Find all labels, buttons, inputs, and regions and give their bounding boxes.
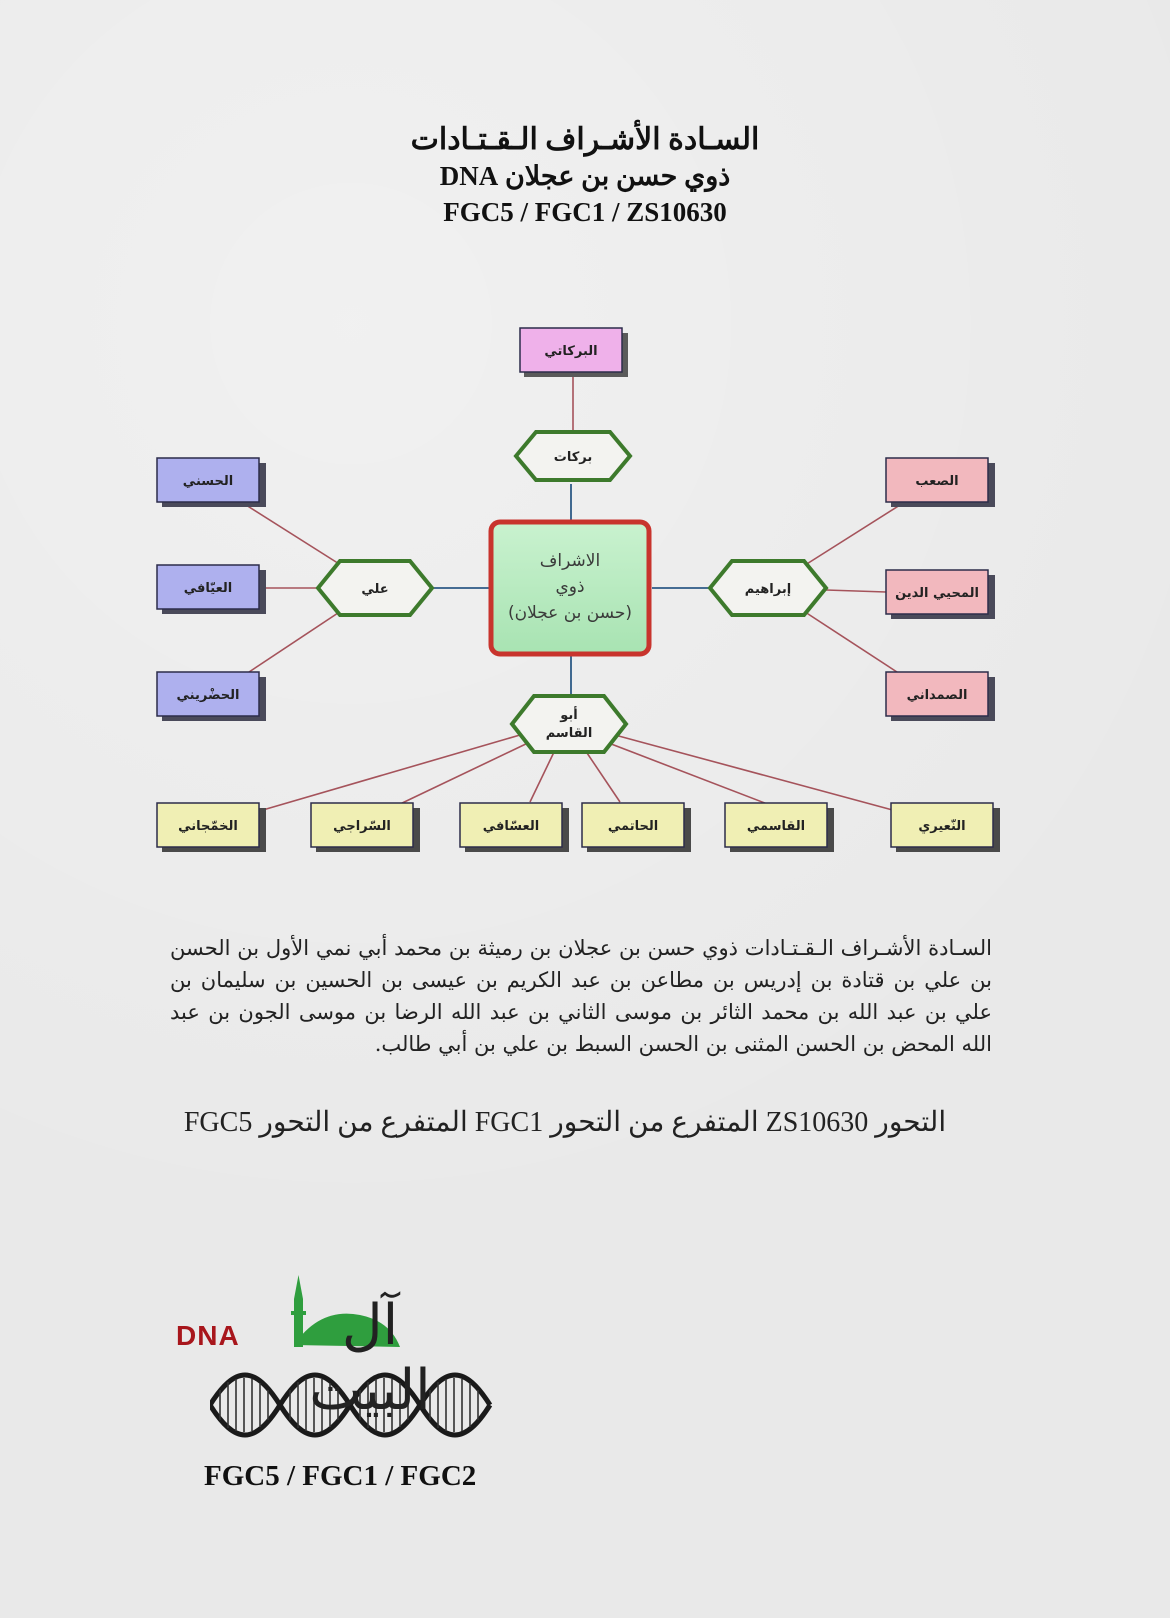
center-box [491,522,649,654]
hex-top-label: بركات [553,450,593,465]
leaf-bottom-2-label: السّراجي [333,819,391,834]
lineage-paragraph: السـادة الأشـراف الـقـتـادات ذوي حسن بن عجلان بن رميثة بن محمد أبي نمي الأول بن الحسن بن علي بن قتادة بن إدريس بن مطاعن بن عبد الكريم بن عيسى بن الحسين بن سليمان بن علي بن عبد الله بن محمد الثائر بن موسى الثاني بن عبد الله الرضا بن موسى الجون بن عبد الله المحض بن الحسن المثنى بن الحسن السبط بن علي بن أبي طالب. [170,936,992,1056]
hex-node-bottom [512,696,626,752]
leaf-right-3-label: الصمداني [906,688,968,703]
leaf-right-2-label: المحيي الدين [895,586,979,601]
leaf-left-1 [157,458,266,507]
hex-right-label: إبراهيم [744,582,792,597]
page-title: السـادة الأشـراف الـقـتـادات [410,123,760,156]
leaf-bottom-3-label: العسّافي [482,819,540,834]
logo-arabic-name: آل البيت [309,1293,431,1423]
page-subtitle: ذوي حسن بن عجلان DNA [439,161,731,191]
hex-node-top [516,432,630,480]
center-line1: الاشراف [539,551,601,571]
leaf-bottom-6-label: النّعيري [918,819,966,834]
leaf-right-3 [886,672,995,721]
leaf-bottom-5-label: القاسمي [746,819,806,834]
leaf-bottom-6 [891,803,1000,852]
hex-node-right [710,561,826,615]
logo-dna-word: DNA [176,1320,240,1351]
logo-arabic-mark [280,1275,460,1423]
leaf-top-label: البركاتي [544,344,598,359]
leaf-right-1-label: الصعب [915,474,959,489]
logo [170,1245,530,1495]
leaf-bottom-4-label: الحاتمي [607,819,659,834]
hex-left-label: علي [361,582,389,597]
logo-caption: FGC5 / FGC1 / FGC2 [204,1460,477,1492]
mutation-line: التحور ZS10630 المتفرع من التحور FGC1 المتفرع من التحور FGC5 [183,1107,947,1138]
header-mutations: FGC5 / FGC1 / ZS10630 [443,197,727,227]
leaf-bottom-1 [157,803,266,852]
leaf-bottom-4 [582,803,691,852]
leaf-bottom-1-label: الخمّجاني [178,819,238,834]
leaf-left-3 [157,672,266,721]
leaf-left-2 [157,565,266,614]
leaf-left-3-label: الحضْريني [176,688,240,703]
leaf-right-2 [886,570,995,619]
hex-bottom-label-1: أبو [560,708,578,723]
leaf-right-1 [886,458,995,507]
leaf-bottom-3 [460,803,569,852]
leaf-left-1-label: الحسني [182,474,234,489]
leaf-bottom-2 [311,803,420,852]
hex-bottom-label-2: القاسم [545,726,593,741]
leaf-left-2-label: العيّافي [183,581,233,596]
leaf-top [520,328,628,377]
center-line2: ذوي [555,577,585,597]
leaf-bottom-5 [725,803,834,852]
hex-node-left [318,561,432,615]
center-line3: (حسن بن عجلان) [507,603,633,623]
